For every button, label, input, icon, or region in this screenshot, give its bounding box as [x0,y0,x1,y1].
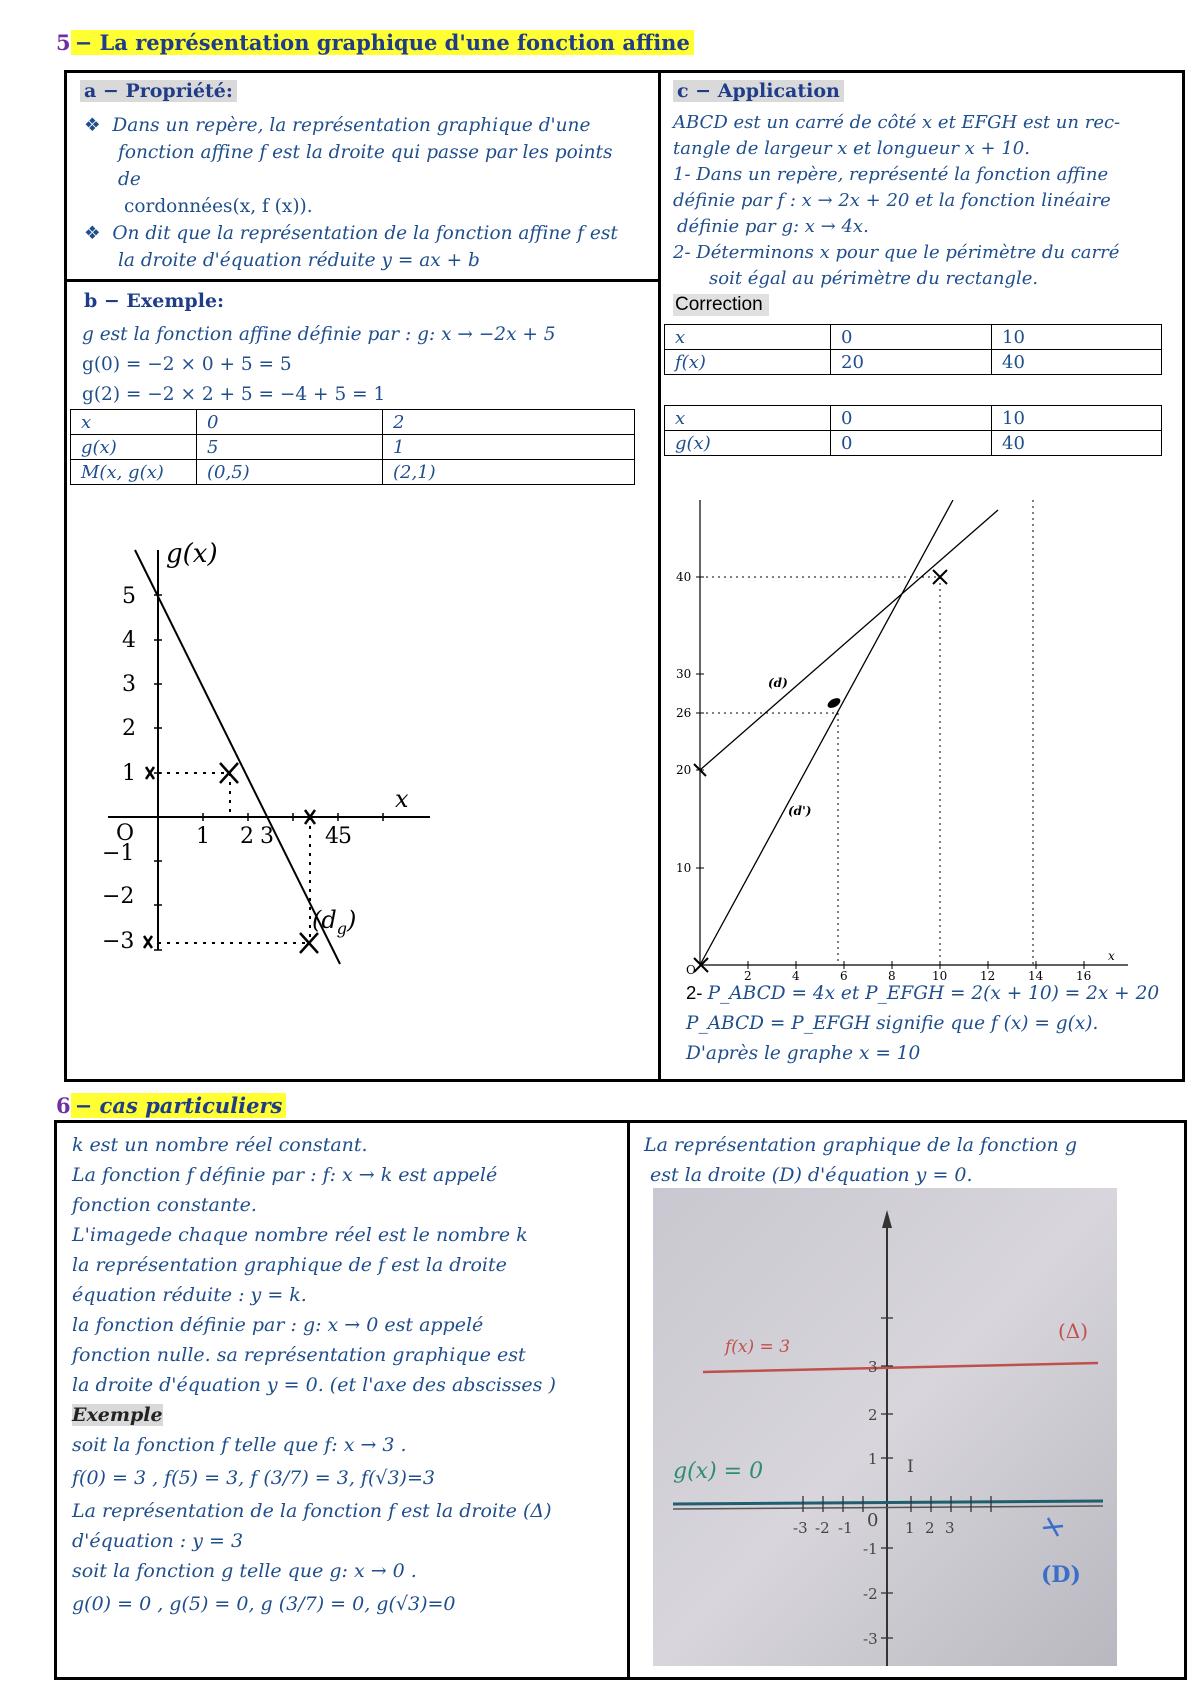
x-tick-14: 14 [1028,969,1044,980]
D-label: (D) [1041,1562,1081,1588]
section5-number: 5 [56,30,71,55]
line-dg-label: $(d_g)$ [312,906,357,938]
x-tick-2: 2 [240,824,254,849]
table-f: x 0 10 f(x) 20 40 [664,324,1162,375]
y-tick-2: 2 [122,716,136,741]
section5-heading [56,30,694,55]
graph-fg-xlabel: x [1108,949,1115,963]
cas-particuliers-text: k est un nombre réel constant. La fonction f définie par : f: x → k est appelé fonction constante. L'imagede chaque nombre réel est le nombre k la représentation graphique de f est la droite équation réduite : y = k. la fonction définie par : g: x → 0 est appelé fonction nulle. sa représentation graphique est la droite d'équation y = 0. (et l'axe des abscisses ) Exemple soit la fonction f telle que f: x → 3 . f(0) = 3 , f(5) = 3, f (3/7) = 3, f(√3)=3 La représentation de la fonction f est la droite (Δ) d'équation : y = 3 soit la fonction g telle que g: x → 0 . g(0) = 0 , g(5) = 0, g (3/7) = 0, g(√3)=0 [72,1134,556,1615]
y-tick-m3: −3 [102,929,135,954]
photo-origin: 0 [867,1510,879,1531]
subsection-a-label: a − Propriété: [80,80,237,102]
projection-lines [700,500,1033,965]
photo-ytick-3: 3 [868,1358,878,1376]
property-text: ❖ Dans un repère, la représentation graphique d'une fonction affine f est la droite qui passe par les points de cordonnées(x, f (x)). ❖ On dit que la représentation de la fonction affine f est la droite d'équation réduite y = ax + b [84,115,618,271]
correction-label: Correction [673,294,769,316]
photo-graph [653,1188,1117,1666]
x-tick-2: 2 [744,969,752,980]
x-tick-12: 12 [980,969,996,980]
photo-i-label: I [907,1457,914,1477]
line-d [700,510,998,770]
y-tick-m2: −2 [102,884,135,909]
photo-ytick-m3: -3 [863,1630,878,1648]
g-label: g(x) = 0 [673,1459,764,1484]
table-g: x 0 10 g(x) 0 40 [664,405,1162,456]
x-tick-10: 10 [932,969,948,980]
photo-ytick-m1: -1 [863,1540,878,1558]
axis-ticks [154,595,383,950]
line-dprime [700,500,953,965]
section6-heading: 6 − cas particuliers [56,1093,286,1118]
y-tick-30: 30 [676,667,692,681]
photo-ytick-1: 1 [868,1450,878,1468]
photo-xtick-1: 1 [905,1519,915,1537]
example-text: g est la fonction affine définie par : g: x → −2x + 5 g(0) = −2 × 0 + 5 = 5 g(2) = −2 × 2 + 5 = −4 + 5 = 1 [82,324,556,405]
photo-ytick-m2: -2 [863,1585,878,1603]
f-label: f(x) = 3 [725,1337,791,1357]
photo-xtick-m3: -3 [793,1519,808,1537]
graph-fg [668,500,1138,980]
y-tick-1: 1 [122,761,136,786]
subsection-c [673,80,844,102]
y-tick-4: 4 [122,628,136,653]
x-tick-8: 8 [888,969,896,980]
graph-g-origin: O [116,821,135,846]
x-tick-4: 4 [325,824,339,849]
section6-number: 6 [56,1093,71,1118]
subsection-c-label: c − Application [673,80,844,102]
line-d-label: (d) [768,676,788,690]
photo-xtick-m1: -1 [838,1519,853,1537]
cross-markers [694,570,947,972]
graph-fg-origin: O [686,963,696,977]
x-tick-1: 1 [196,824,210,849]
x-tick-3: 3 [260,824,274,849]
y-tick-26: 26 [676,706,692,720]
right-text: La représentation graphique de la fonction g est la droite (D) d'équation y = 0. [644,1134,1077,1186]
line-dprime-label: (d') [788,804,812,818]
graph-g [100,530,440,980]
x-tick-6: 6 [840,969,848,980]
x-tick-4: 4 [792,969,800,980]
y-tick-20: 20 [676,763,692,777]
photo-xtick-2: 2 [925,1519,935,1537]
photo-background [653,1188,1117,1666]
diamond-bullet-icon: ❖ [84,223,101,244]
example-table: x 0 2 g(x) 5 1 M(x, g(x) (0,5) (2,1) [70,409,635,485]
axis-ticks [696,577,1084,969]
y-tick-40: 40 [676,570,692,584]
photo-xtick-3: 3 [945,1519,955,1537]
photo-xtick-m2: -2 [815,1519,830,1537]
application-text: ABCD est un carré de côté x et EFGH est un rec- tangle de largeur x et longueur x + 10. 1- Dans un repère, représenté la fonction affine définie par f : x → 2x + 20 et la fonction linéaire définie par g: x → 4x. 2- Déterminons x pour que le périmètre du carré soit égal au périmètre du rectangle. [673,112,1121,289]
y-tick-m1: −1 [102,841,135,866]
y-tick-10: 10 [676,861,692,875]
delta-label: (Δ) [1058,1319,1089,1343]
y-tick-5: 5 [122,584,136,609]
exemple-label: Exemple [72,1404,163,1426]
subsection-a [80,80,237,102]
section6-title: cas particuliers [99,1093,283,1118]
line-dg [135,550,340,964]
answer-text: 2- P_ABCD = 4x et P_EFGH = 2(x + 10) = 2x + 20 P_ABCD = P_EFGH signifie que f (x) = g(x). D'après le graphe x = 10 [686,982,1160,1064]
subsection-b [80,290,228,312]
x-tick-16: 16 [1076,969,1092,980]
y-tick-3: 3 [122,672,136,697]
subsection-b-label: b − Exemple: [84,290,225,312]
graph-g-xlabel: x [395,785,409,813]
x-tick-5: 5 [338,824,352,849]
diamond-bullet-icon: ❖ [84,115,101,136]
photo-ytick-2: 2 [868,1406,878,1424]
graph-g-ylabel: g(x) [166,539,218,569]
section5-title: − La représentation graphique d'une fonction affine [71,30,694,55]
